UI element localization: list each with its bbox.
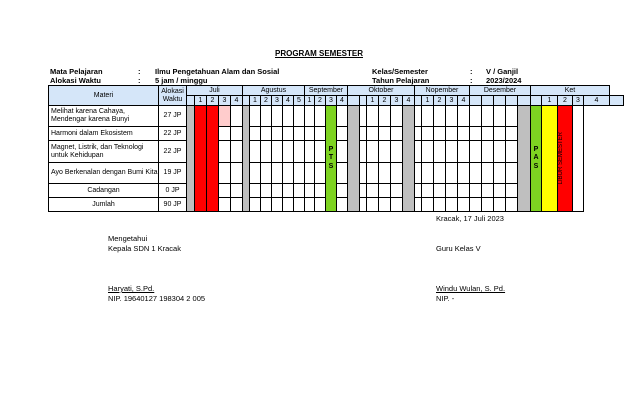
week-cell — [470, 96, 482, 106]
week-mark — [367, 163, 379, 184]
week-mark — [506, 141, 518, 163]
week-mark — [446, 184, 458, 198]
week-mark — [446, 198, 458, 212]
month-nopember: Nopember — [415, 86, 470, 96]
week-cell: 4 — [337, 96, 348, 106]
alokasi-cell: 22 JP — [159, 141, 187, 163]
kepala-title: Kepala SDN 1 Kracak — [108, 244, 181, 253]
week-cell: 4 — [403, 96, 415, 106]
week-mark — [470, 106, 482, 127]
week-cell — [482, 96, 494, 106]
week-mark — [506, 184, 518, 198]
week-mark — [446, 163, 458, 184]
pts-letter: P — [328, 145, 334, 153]
week-mark — [379, 127, 391, 141]
week-mark — [250, 198, 261, 212]
week-mark — [422, 163, 434, 184]
week-mark — [294, 141, 305, 163]
week-mark — [250, 127, 261, 141]
gap-cell — [243, 106, 250, 212]
week-cell: 2 — [261, 96, 272, 106]
week-mark — [360, 184, 367, 198]
week-cell: 3 — [326, 96, 337, 106]
week-mark — [283, 184, 294, 198]
week-mark — [337, 106, 348, 127]
week-mark — [379, 106, 391, 127]
week-mark — [434, 141, 446, 163]
week-mark — [207, 106, 219, 212]
week-mark — [337, 141, 348, 163]
week-mark — [482, 127, 494, 141]
week-cell — [518, 96, 531, 106]
col-materi-header: Materi — [49, 86, 159, 106]
kelas-colon: : — [470, 67, 473, 76]
week-mark — [422, 127, 434, 141]
week-mark — [434, 127, 446, 141]
tahun-label: Tahun Pelajaran — [372, 76, 430, 85]
libur-label: LIBUR SEMESTER — [558, 132, 564, 185]
guru-title: Guru Kelas V — [436, 244, 481, 253]
week-mark — [470, 141, 482, 163]
alokasi-cell: 27 JP — [159, 106, 187, 127]
week-mark — [272, 127, 283, 141]
week-cell: 1 — [305, 96, 315, 106]
alokasi-label: Alokasi Waktu — [50, 76, 101, 85]
week-mark — [250, 163, 261, 184]
week-mark — [294, 106, 305, 127]
week-mark — [360, 141, 367, 163]
week-mark — [458, 163, 470, 184]
week-mark — [272, 163, 283, 184]
week-mark — [391, 141, 403, 163]
week-mark — [391, 127, 403, 141]
week-mark — [231, 198, 243, 212]
week-mark — [231, 127, 243, 141]
week-mark — [315, 198, 326, 212]
materi-cell: Cadangan — [49, 184, 159, 198]
week-gap — [243, 96, 250, 106]
week-cell: 3 — [272, 96, 283, 106]
week-mark — [458, 127, 470, 141]
week-mark — [231, 163, 243, 184]
alokasi-cell: 0 JP — [159, 184, 187, 198]
week-mark — [294, 184, 305, 198]
week-cell — [610, 96, 624, 106]
week-mark — [367, 184, 379, 198]
week-mark — [470, 198, 482, 212]
week-mark — [446, 106, 458, 127]
week-cell: 2 — [207, 96, 219, 106]
week-mark — [250, 184, 261, 198]
week-mark — [494, 141, 506, 163]
week-mark — [391, 163, 403, 184]
week-mark — [458, 184, 470, 198]
week-mark — [434, 184, 446, 198]
week-mark — [261, 184, 272, 198]
pas-letter: A — [533, 154, 539, 162]
week-mark — [360, 198, 367, 212]
week-mark — [482, 184, 494, 198]
week-mark — [315, 127, 326, 141]
pas-column — [531, 106, 542, 212]
week-mark — [415, 106, 422, 127]
week-mark — [434, 106, 446, 127]
document-title: PROGRAM SEMESTER — [274, 49, 363, 58]
week-mark — [315, 106, 326, 127]
week-mark — [391, 198, 403, 212]
week-mark — [305, 198, 315, 212]
alokasi-cell: 22 JP — [159, 127, 187, 141]
week-mark — [422, 141, 434, 163]
alokasi-cell: 90 JP — [159, 198, 187, 212]
week-mark — [422, 198, 434, 212]
week-mark — [542, 106, 558, 212]
pts-label — [326, 146, 336, 172]
week-cell: 1 — [367, 96, 379, 106]
kepala-name: Haryati, S.Pd. — [108, 284, 155, 293]
week-cell: 1 — [195, 96, 207, 106]
week-mark — [337, 198, 348, 212]
week-mark — [305, 106, 315, 127]
mapel-value: Ilmu Pengetahuan Alam dan Sosial — [155, 67, 280, 76]
week-gap — [415, 96, 422, 106]
mengetahui-label: Mengetahui — [108, 234, 148, 243]
week-mark — [219, 163, 231, 184]
week-mark — [219, 184, 231, 198]
week-mark — [422, 106, 434, 127]
week-cell: 2 — [558, 96, 573, 106]
week-mark — [315, 141, 326, 163]
week-cell: 4 — [231, 96, 243, 106]
week-mark — [506, 163, 518, 184]
week-mark — [283, 163, 294, 184]
week-mark — [494, 127, 506, 141]
week-mark — [231, 106, 243, 127]
libur-column — [558, 106, 573, 212]
materi-cell: Ayo Berkenalan dengan Bumi Kita — [49, 163, 159, 184]
week-mark — [367, 141, 379, 163]
week-mark — [482, 163, 494, 184]
week-mark — [434, 198, 446, 212]
week-mark — [261, 106, 272, 127]
week-mark — [250, 106, 261, 127]
schedule-table — [48, 85, 624, 212]
week-mark — [470, 163, 482, 184]
week-mark — [261, 127, 272, 141]
week-mark — [506, 106, 518, 127]
month-agustus: Agustus — [243, 86, 305, 96]
week-mark — [367, 198, 379, 212]
week-mark — [458, 198, 470, 212]
ket-cell — [573, 106, 584, 212]
week-cell: 3 — [446, 96, 458, 106]
week-mark — [261, 141, 272, 163]
week-cell: 3 — [573, 96, 584, 106]
week-cell: 1 — [422, 96, 434, 106]
alokasi-colon: : — [138, 76, 141, 85]
week-mark — [261, 163, 272, 184]
week-mark — [305, 141, 315, 163]
week-mark — [272, 184, 283, 198]
pas-letter: S — [533, 162, 539, 170]
week-mark — [231, 141, 243, 163]
week-cell: 3 — [219, 96, 231, 106]
week-mark — [415, 198, 422, 212]
week-mark — [337, 127, 348, 141]
week-mark — [261, 198, 272, 212]
place-date: Kracak, 17 Juli 2023 — [436, 214, 504, 223]
week-cell: 2 — [379, 96, 391, 106]
week-mark — [219, 198, 231, 212]
week-mark — [250, 141, 261, 163]
week-mark — [231, 184, 243, 198]
month-desember: Desember — [470, 86, 531, 96]
mapel-label: Mata Pelajaran — [50, 67, 103, 76]
week-mark — [379, 141, 391, 163]
week-mark — [272, 141, 283, 163]
week-mark — [470, 127, 482, 141]
pts-letter: S — [328, 162, 334, 170]
materi-cell: Harmoni dalam Ekosistem — [49, 127, 159, 141]
month-juli: Juli — [187, 86, 243, 96]
week-cell — [348, 96, 360, 106]
kelas-value: V / Ganjil — [486, 67, 519, 76]
week-mark — [379, 198, 391, 212]
week-mark — [391, 106, 403, 127]
alokasi-cell: 19 JP — [159, 163, 187, 184]
week-cell: 1 — [250, 96, 261, 106]
pas-letter: P — [533, 145, 539, 153]
week-mark — [305, 163, 315, 184]
week-mark — [506, 127, 518, 141]
week-mark — [367, 106, 379, 127]
week-mark — [434, 163, 446, 184]
week-mark — [283, 106, 294, 127]
kelas-label: Kelas/Semester — [372, 67, 428, 76]
week-gap — [187, 96, 195, 106]
week-mark — [415, 184, 422, 198]
week-mark — [415, 141, 422, 163]
week-cell — [494, 96, 506, 106]
week-mark — [337, 163, 348, 184]
week-mark — [283, 127, 294, 141]
week-mark — [470, 184, 482, 198]
week-mark — [379, 163, 391, 184]
week-mark — [195, 106, 207, 212]
week-mark — [458, 141, 470, 163]
week-gap — [531, 96, 542, 106]
week-mark — [294, 163, 305, 184]
week-mark — [379, 184, 391, 198]
week-mark — [415, 163, 422, 184]
gap-cell — [187, 106, 195, 212]
month-ket: Ket — [531, 86, 610, 96]
week-cell: 4 — [458, 96, 470, 106]
pts-column — [326, 106, 337, 212]
week-cell: 1 — [542, 96, 558, 106]
week-mark — [315, 184, 326, 198]
month-september: September — [305, 86, 348, 96]
week-cell: 4 — [283, 96, 294, 106]
month-oktober: Oktober — [348, 86, 415, 96]
week-mark — [272, 106, 283, 127]
week-mark — [219, 141, 231, 163]
week-cell: 3 — [391, 96, 403, 106]
week-mark — [494, 163, 506, 184]
week-mark — [422, 184, 434, 198]
pas-label — [531, 146, 541, 172]
week-mark — [337, 184, 348, 198]
week-cell: 5 — [294, 96, 305, 106]
week-mark — [506, 198, 518, 212]
week-mark — [294, 198, 305, 212]
tahun-colon: : — [470, 76, 473, 85]
gap-cell — [403, 106, 415, 212]
week-cell: 2 — [434, 96, 446, 106]
week-mark — [446, 141, 458, 163]
week-mark — [283, 141, 294, 163]
mapel-colon: : — [138, 67, 141, 76]
week-cell: 4 — [584, 96, 610, 106]
week-mark — [494, 184, 506, 198]
tahun-value: 2023/2024 — [486, 76, 522, 85]
week-mark — [482, 198, 494, 212]
week-mark — [482, 106, 494, 127]
week-cell: 2 — [315, 96, 326, 106]
week-mark — [367, 127, 379, 141]
week-mark — [360, 163, 367, 184]
materi-cell: Jumlah — [49, 198, 159, 212]
week-mark — [360, 106, 367, 127]
week-mark — [446, 127, 458, 141]
week-mark — [458, 106, 470, 127]
guru-name: Windu Wulan, S. Pd. — [436, 284, 506, 293]
week-gap — [360, 96, 367, 106]
col-alokasi-header: Alokasi Waktu — [159, 86, 187, 106]
week-mark — [305, 184, 315, 198]
week-mark — [294, 127, 305, 141]
materi-cell: Melihat karena Cahaya, Mendengar karena Bunyi — [49, 106, 159, 127]
kepala-nip: NIP. 19640127 198304 2 005 — [108, 294, 206, 303]
week-mark — [219, 106, 231, 127]
week-mark — [494, 198, 506, 212]
week-mark — [415, 127, 422, 141]
week-mark — [360, 127, 367, 141]
week-cell — [506, 96, 518, 106]
week-mark — [391, 184, 403, 198]
week-mark — [283, 198, 294, 212]
week-mark — [219, 127, 231, 141]
week-mark — [494, 106, 506, 127]
gap-cell — [518, 106, 531, 212]
gap-cell — [348, 106, 360, 212]
week-mark — [482, 141, 494, 163]
pts-letter: T — [328, 154, 334, 162]
guru-nip: NIP. - — [436, 294, 455, 303]
materi-cell: Magnet, Listrik, dan Teknologi untuk Kehidupan — [49, 141, 159, 163]
week-mark — [305, 127, 315, 141]
week-mark — [315, 163, 326, 184]
alokasi-value: 5 jam / minggu — [155, 76, 208, 85]
week-mark — [272, 198, 283, 212]
